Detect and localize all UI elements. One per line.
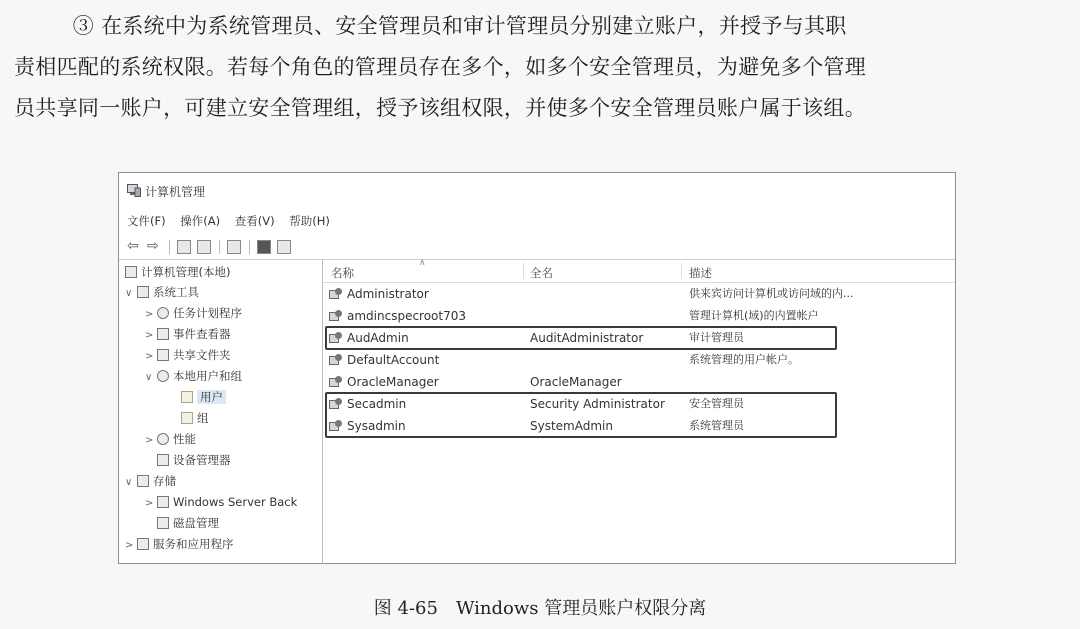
tree-item-performance[interactable]: > 性能 — [145, 429, 196, 449]
user-name: AudAdmin — [347, 331, 409, 345]
expand-chevron-icon[interactable]: ∨ — [125, 477, 133, 488]
user-fullname: SystemAdmin — [530, 419, 613, 433]
services-icon — [137, 538, 149, 550]
paragraph-line-2: 责相匹配的系统权限。若每个角色的管理员存在多个，如多个安全管理员，为避免多个管理 — [14, 55, 866, 79]
user-fullname: Security Administrator — [530, 397, 665, 411]
user-fullname: AuditAdministrator — [530, 331, 644, 345]
tree-item-groups[interactable]: 组 — [181, 408, 209, 428]
toolbar-separator — [169, 240, 170, 254]
event-viewer-icon — [157, 328, 169, 340]
clock-icon — [157, 307, 169, 319]
computer-icon — [125, 266, 137, 278]
highlight-box-audit — [325, 326, 837, 350]
storage-icon — [137, 475, 149, 487]
user-description: 安全管理员 — [689, 397, 744, 410]
folder-icon — [181, 391, 193, 403]
column-header-name[interactable]: 名称 — [331, 266, 354, 280]
table-row[interactable] — [323, 349, 955, 371]
tree-item-computer-management[interactable]: 计算机管理(本地) — [125, 262, 230, 282]
user-name: Sysadmin — [347, 419, 406, 433]
menu-view[interactable]: 查看(V) — [234, 214, 275, 228]
user-name: amdincspecroot703 — [347, 309, 467, 323]
figure-caption: 图 4-65 Windows 管理员账户权限分离 — [373, 598, 707, 619]
toolbar-separator — [219, 240, 220, 254]
tree-item-local-users-groups[interactable]: ∨ 本地用户和组 — [145, 366, 242, 386]
user-description: 系统管理员 — [689, 419, 744, 432]
users-group-icon — [157, 370, 169, 382]
navigation-tree — [119, 260, 323, 564]
menu-file[interactable]: 文件(F) — [127, 214, 166, 228]
user-description: 供来宾访问计算机或访问域的内... — [689, 287, 854, 300]
user-icon — [329, 376, 343, 388]
tree-item-system-tools[interactable]: ∨ 系统工具 — [125, 282, 199, 302]
export-list-icon[interactable] — [227, 240, 241, 254]
help-icon[interactable] — [257, 240, 271, 254]
table-row[interactable] — [323, 283, 955, 305]
device-manager-icon — [157, 454, 169, 466]
tree-item-services-apps[interactable]: > 服务和应用程序 — [125, 534, 234, 554]
menu-action[interactable]: 操作(A) — [180, 214, 221, 228]
column-divider[interactable] — [681, 263, 682, 279]
menu-bar — [127, 213, 341, 231]
sort-ascending-icon: ∧ — [419, 258, 426, 268]
properties-icon[interactable] — [277, 240, 291, 254]
show-hide-tree-icon[interactable] — [197, 240, 211, 254]
user-name: Administrator — [347, 287, 429, 301]
column-header-description[interactable]: 描述 — [689, 266, 712, 280]
user-icon — [329, 288, 343, 300]
folder-icon — [181, 412, 193, 424]
expand-chevron-icon[interactable]: ∨ — [125, 288, 133, 299]
expand-chevron-icon[interactable]: ∨ — [145, 372, 153, 383]
tree-item-storage[interactable]: ∨ 存储 — [125, 471, 176, 491]
collapse-chevron-icon[interactable]: > — [145, 435, 154, 446]
tree-item-task-scheduler[interactable]: > 任务计划程序 — [145, 303, 242, 323]
collapse-chevron-icon[interactable]: > — [145, 498, 154, 509]
user-name: Secadmin — [347, 397, 407, 411]
table-row[interactable] — [323, 305, 955, 327]
shared-folder-icon — [157, 349, 169, 361]
paragraph-line-1: ③ 在系统中为系统管理员、安全管理员和审计管理员分别建立账户，并授予与其职 — [72, 14, 847, 38]
user-icon — [329, 310, 343, 322]
user-icon — [329, 354, 343, 366]
table-row[interactable] — [323, 371, 955, 393]
forward-arrow-icon[interactable]: ⇨ — [147, 238, 159, 254]
collapse-chevron-icon[interactable]: > — [145, 309, 154, 320]
back-arrow-icon[interactable]: ⇦ — [127, 238, 139, 254]
tools-icon — [137, 286, 149, 298]
paragraph-line-3: 员共享同一账户，可建立安全管理组，授予该组权限，并使多个安全管理员账户属于该组。 — [14, 96, 866, 120]
user-fullname: OracleManager — [530, 375, 622, 389]
tree-item-windows-server-backup[interactable]: > Windows Server Back — [145, 492, 297, 512]
backup-icon — [157, 496, 169, 508]
disk-icon — [157, 517, 169, 529]
user-description: 管理计算机(域)的内置帐户 — [689, 309, 819, 322]
list-header — [323, 260, 955, 283]
tree-item-disk-management[interactable]: 磁盘管理 — [157, 513, 219, 533]
user-description: 审计管理员 — [689, 331, 744, 344]
column-divider[interactable] — [523, 263, 524, 279]
collapse-chevron-icon[interactable]: > — [125, 540, 134, 551]
user-list — [323, 260, 955, 564]
highlight-box-security-system — [325, 392, 837, 438]
column-header-fullname[interactable]: 全名 — [530, 266, 553, 280]
tree-item-shared-folders[interactable]: > 共享文件夹 — [145, 345, 231, 365]
tree-item-device-manager[interactable]: 设备管理器 — [157, 450, 231, 470]
toolbar-separator — [249, 240, 250, 254]
tree-item-event-viewer[interactable]: > 事件查看器 — [145, 324, 231, 344]
user-name: DefaultAccount — [347, 353, 440, 367]
toolbar — [119, 235, 955, 260]
tree-item-users[interactable]: 用户 — [181, 387, 226, 407]
collapse-chevron-icon[interactable]: > — [145, 330, 154, 341]
body-paragraph — [14, 6, 1064, 129]
computer-management-window — [118, 172, 956, 564]
user-description: 系统管理的用户帐户。 — [689, 353, 799, 366]
performance-icon — [157, 433, 169, 445]
title-bar — [119, 173, 955, 207]
menu-help[interactable]: 帮助(H) — [289, 214, 330, 228]
window-title: 计算机管理 — [145, 185, 206, 199]
collapse-chevron-icon[interactable]: > — [145, 351, 154, 362]
computer-management-icon — [127, 184, 141, 197]
user-name: OracleManager — [347, 375, 439, 389]
up-level-icon[interactable] — [177, 240, 191, 254]
